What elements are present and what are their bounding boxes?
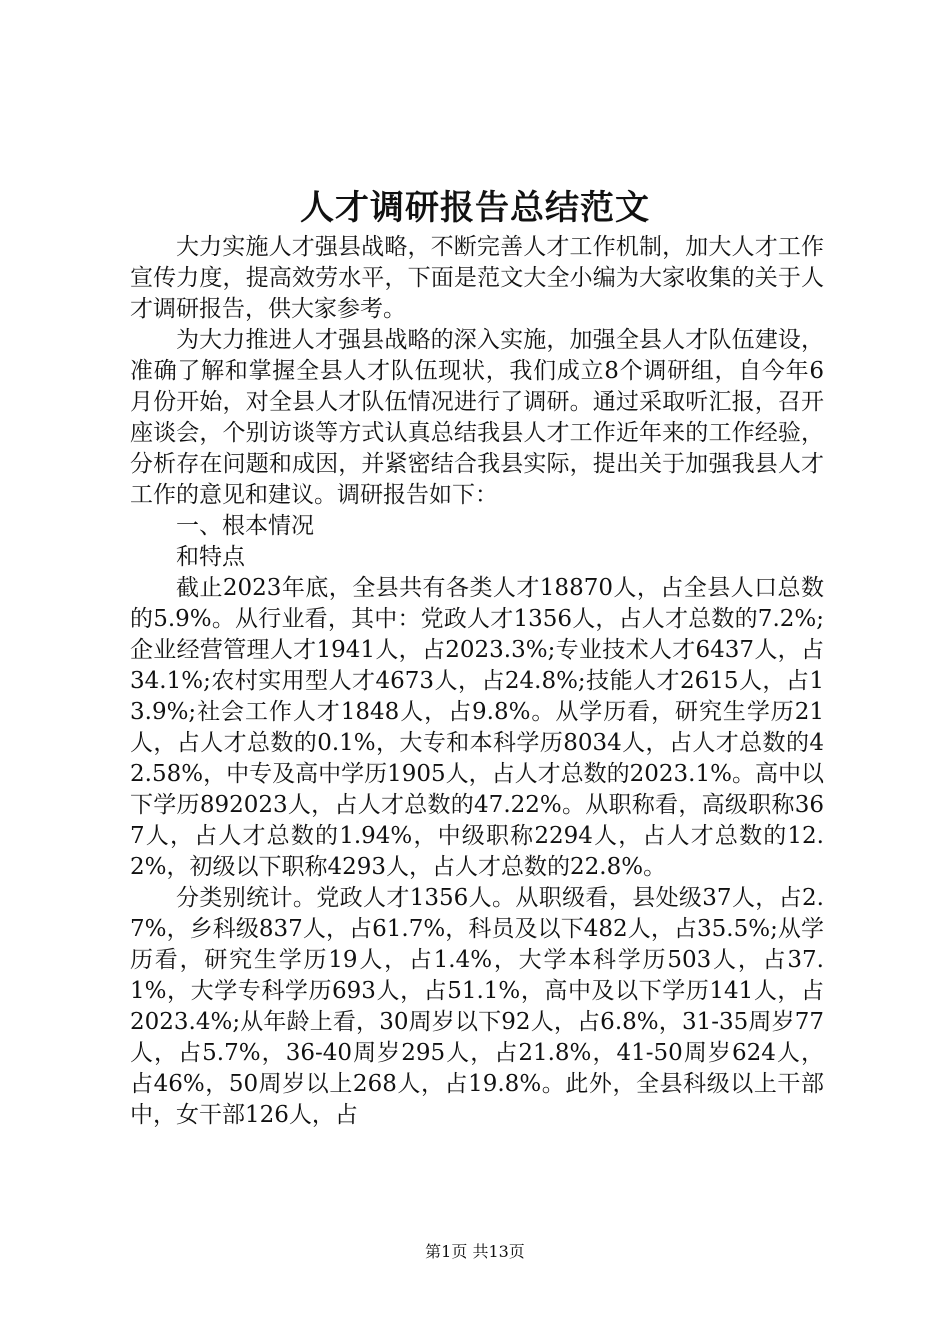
paragraph-background: 为大力推进人才强县战略的深入实施，加强全县人才队伍建设，准确了解和掌握全县人才队伍现状，我们成立8个调研组，自今年6月份开始，对全县人才队伍情况进行了调研。通过采取听汇报，召开座谈会，个别访谈等方式认真总结我县人才工作近年来的工作经验，分析存在问题和成因，并紧密结合我县实际，提出关于加强我县人才工作的意见和建议。调研报告如下：	[130, 327, 824, 508]
section-heading-continued: 和特点	[176, 544, 245, 570]
section-heading: 一、根本情况	[176, 513, 314, 539]
document-body	[130, 232, 824, 1131]
paragraph-overall-statistics: 截止2023年底，全县共有各类人才18870人，占全县人口总数的5.9%。从行业看，其中：党政人才1356人，占人才总数的7.2%;企业经营管理人才1941人，占2023.3%;专业技术人才6437人，占34.1%;农村实用型人才4673人，占24.8%;技能人才2615人，占13.9%;社会工作人才1848人，占9.8%。从学历看，研究生学历21人，占人才总数的0.1%，大专和本科学历8034人，占人才总数的42.58%，中专及高中学历1905人，占人才总数的2023.1%。高中以下学历892023人，占人才总数的47.22%。从职称看，高级职称367人，占人才总数的1.94%，中级职称2294人，占人才总数的12.2%，初级以下职称4293人，占人才总数的22.8%。	[130, 575, 824, 880]
paragraph-category-statistics: 分类别统计。党政人才1356人。从职级看，县处级37人，占2.7%，乡科级837人，占61.7%，科员及以下482人，占35.5%;从学历看，研究生学历19人，占1.4%，大学本科学历503人，占37.1%，大学专科学历693人，占51.1%，高中及以下学历141人，占2023.4%;从年龄上看，30周岁以下92人，占6.8%，31-35周岁77人，占5.7%，36-40周岁295人，占21.8%，41-50周岁624人，占46%，50周岁以上268人，占19.8%。此外，全县科级以上干部中，女干部126人，占	[130, 885, 824, 1128]
document-title: 人才调研报告总结范文	[300, 188, 650, 228]
paragraph-intro: 大力实施人才强县战略，不断完善人才工作机制，加大人才工作宣传力度，提高效劳水平，下面是范文大全小编为大家收集的关于人才调研报告，供大家参考。	[130, 234, 824, 322]
page-number-footer: 第1页 共13页	[425, 1242, 525, 1261]
